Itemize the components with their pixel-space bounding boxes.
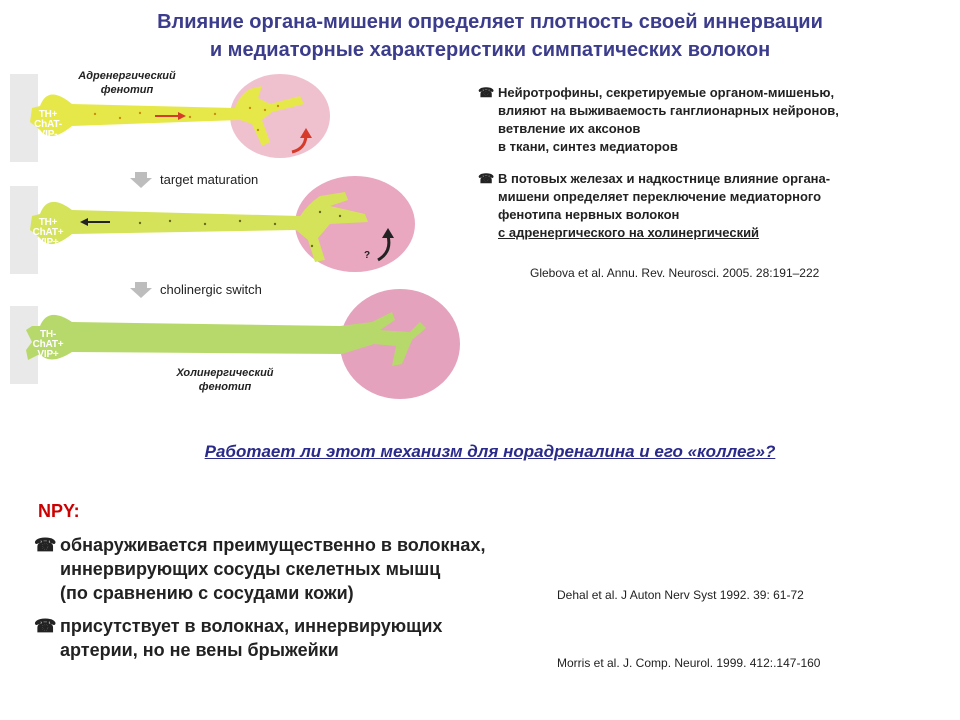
down-arrow-2 [130,282,152,298]
neuron-3-markers: TH- ChAT+ VIP+ [32,329,64,360]
question-heading: Работает ли этот механизм для норадреналина и его «коллег»? [204,442,776,461]
neuron-1-markers: TH+ ChAT- VIP- [34,109,62,140]
npy-heading: NPY: [38,501,80,521]
citation-morris: Morris et al. J. Comp. Neurol. 1999. 412:.147-160 [557,656,821,670]
panel-transitional [10,176,415,274]
label-cholinergic: Холинергический фенотип [176,367,274,393]
note-2: ☎ В потовых железах и надкостнице влияние органа- мишени определяет переключение медиаторного фенотипа нервных волокон с адренергического на холинергический [478,171,831,240]
note-1: ☎ Нейротрофины, секретируемые органом-мишенью, влияют на выживаемость ганглионарных нейронов, ветвление их аксонов в ткани, синтез медиаторов [478,85,839,154]
down-arrow-1 [130,172,152,188]
phone-icon: ☎ [34,616,57,636]
step-target-maturation: target maturation [160,172,259,187]
label-adrenergic: Адренергический фенотип [78,70,176,96]
neuron-figure [0,64,470,424]
citation-dehal: Dehal et al. J Auton Nerv Syst 1992. 39: 61-72 [557,588,804,602]
slide-title [60,8,920,64]
phone-icon: ☎ [34,535,57,555]
title-line-2: и медиаторные характеристики симпатических волокон [209,39,771,61]
phone-icon: ☎ [478,85,495,100]
citation-glebova: Glebova et al. Annu. Rev. Neurosci. 2005. 28:191–222 [530,266,820,280]
title-line-1: Влияние органа-мишени определяет плотность своей иннервации [157,11,823,33]
neuron-2-markers: TH+ ChAT+ VIP+ [32,217,64,248]
npy-bullet-1: ☎ обнаруживается преимущественно в волокнах, иннервирующих сосуды скелетных мышц (по сравнению с сосудами кожи) [34,535,486,603]
question-mark-label: ? [364,250,371,261]
neuron-transitional-shape [30,192,371,262]
npy-bullet-2: ☎ присутствует в волокнах, иннервирующих артерии, но не вены брыжейки [34,616,443,660]
phone-icon: ☎ [478,171,495,186]
step-cholinergic-switch: cholinergic switch [160,282,262,297]
